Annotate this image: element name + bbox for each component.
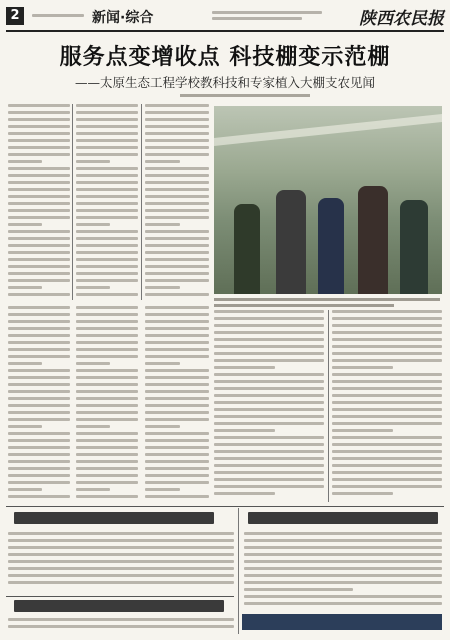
text-line-placeholder [8, 376, 70, 379]
text-line-placeholder [8, 467, 70, 470]
text-line-placeholder [76, 460, 138, 463]
text-line-placeholder [8, 425, 42, 428]
text-line-placeholder [145, 146, 209, 149]
text-line-placeholder [76, 230, 138, 233]
text-line-placeholder [76, 153, 138, 156]
text-line-placeholder [214, 464, 324, 467]
lead-body-col-2 [76, 104, 138, 300]
lead-body-col-5 [332, 310, 442, 502]
text-line-placeholder [76, 181, 138, 184]
text-line-placeholder [76, 118, 138, 121]
article-4-headline-unreadable [14, 600, 224, 614]
text-line-placeholder [8, 532, 234, 535]
text-line-placeholder [145, 160, 180, 163]
article-2-body [8, 532, 234, 592]
column-divider [141, 104, 142, 300]
text-line-placeholder [332, 352, 442, 355]
text-line-placeholder [8, 195, 70, 198]
text-line-placeholder [214, 387, 324, 390]
text-line-placeholder [332, 373, 442, 376]
text-line-placeholder [145, 313, 209, 316]
text-line-placeholder [76, 467, 138, 470]
text-line-placeholder [214, 478, 324, 481]
footer-banner [242, 614, 442, 630]
text-line-placeholder [214, 310, 324, 313]
text-line-placeholder [8, 404, 70, 407]
text-line-placeholder [214, 366, 275, 369]
text-line-placeholder [332, 485, 442, 488]
text-line-placeholder [8, 202, 70, 205]
text-line-placeholder [76, 425, 110, 428]
text-line-placeholder [332, 478, 442, 481]
text-line-placeholder [8, 293, 70, 296]
text-line-placeholder [145, 223, 180, 226]
text-line-placeholder [332, 387, 442, 390]
text-line-placeholder [332, 464, 442, 467]
text-line-placeholder [145, 139, 209, 142]
text-line-placeholder [76, 174, 138, 177]
text-line-placeholder [76, 258, 138, 261]
text-line-placeholder [8, 560, 234, 563]
text-line-placeholder [76, 376, 138, 379]
text-line-placeholder [332, 380, 442, 383]
text-line-placeholder [145, 265, 209, 268]
text-line-placeholder [8, 397, 70, 400]
text-line-placeholder [8, 216, 70, 219]
text-line-placeholder [244, 539, 442, 542]
text-line-placeholder [145, 369, 209, 372]
text-line-placeholder [76, 244, 138, 247]
text-line-placeholder [145, 111, 209, 114]
text-line-placeholder [145, 104, 209, 107]
text-line-placeholder [145, 251, 209, 254]
text-line-placeholder [76, 293, 138, 296]
text-line-placeholder [8, 369, 70, 372]
lead-byline-unreadable [180, 92, 310, 98]
text-line-placeholder [76, 341, 138, 344]
text-line-placeholder [145, 258, 209, 261]
text-line-placeholder [8, 327, 70, 330]
text-line-placeholder [214, 408, 324, 411]
text-line-placeholder [214, 345, 324, 348]
text-line-placeholder [332, 345, 442, 348]
text-line-placeholder [332, 324, 442, 327]
text-line-placeholder [145, 216, 209, 219]
lead-body-col-1b [8, 306, 70, 502]
text-line-placeholder [76, 327, 138, 330]
text-line-placeholder [8, 495, 70, 498]
text-line-placeholder [332, 436, 442, 439]
text-line-placeholder [8, 125, 70, 128]
lead-body-col-3b [145, 306, 209, 502]
text-line-placeholder [145, 279, 209, 282]
lead-body-col-3 [145, 104, 209, 300]
text-line-placeholder [214, 352, 324, 355]
column-divider [328, 310, 329, 502]
text-line-placeholder [214, 331, 324, 334]
text-line-placeholder [244, 553, 442, 556]
text-line-placeholder [8, 320, 70, 323]
text-line-placeholder [8, 574, 234, 577]
text-line-placeholder [8, 581, 234, 584]
text-line-placeholder [244, 567, 442, 570]
column-divider [72, 104, 73, 300]
text-line-placeholder [332, 338, 442, 341]
text-line-placeholder [76, 404, 138, 407]
text-line-placeholder [76, 202, 138, 205]
lead-subheadline: ——太原生态工程学校教科技和专家植入大棚支农见闻 [74, 75, 375, 90]
text-line-placeholder [8, 223, 42, 226]
text-line-placeholder [8, 230, 70, 233]
text-line-placeholder [145, 327, 209, 330]
text-line-placeholder [332, 422, 442, 425]
text-line-placeholder [145, 293, 209, 296]
text-line-placeholder [145, 153, 209, 156]
text-line-placeholder [8, 153, 70, 156]
text-line-placeholder [145, 418, 209, 421]
text-line-placeholder [332, 415, 442, 418]
text-line-placeholder [76, 495, 138, 498]
text-line-placeholder [8, 355, 70, 358]
text-line-placeholder [76, 474, 138, 477]
text-line-placeholder [76, 160, 110, 163]
text-line-placeholder [145, 383, 209, 386]
text-line-placeholder [76, 265, 138, 268]
text-line-placeholder [244, 595, 442, 598]
text-line-placeholder [76, 132, 138, 135]
text-line-placeholder [76, 272, 138, 275]
text-line-placeholder [76, 216, 138, 219]
lead-body-col-4 [214, 310, 324, 502]
text-line-placeholder [145, 125, 209, 128]
text-line-placeholder [8, 546, 234, 549]
text-line-placeholder [76, 167, 138, 170]
section-tag: 新闻·综合 [92, 10, 154, 26]
text-line-placeholder [214, 450, 324, 453]
text-line-placeholder [145, 230, 209, 233]
text-line-placeholder [145, 167, 209, 170]
text-line-placeholder [76, 418, 138, 421]
text-line-placeholder [76, 446, 138, 449]
text-line-placeholder [145, 467, 209, 470]
text-line-placeholder [76, 481, 138, 484]
text-line-placeholder [76, 320, 138, 323]
text-line-placeholder [145, 474, 209, 477]
text-line-placeholder [332, 429, 393, 432]
text-line-placeholder [76, 251, 138, 254]
text-line-placeholder [8, 306, 70, 309]
lead-body-col-2b [76, 306, 138, 502]
text-line-placeholder [145, 181, 209, 184]
article-4-body [8, 618, 234, 638]
text-line-placeholder [76, 334, 138, 337]
text-line-placeholder [8, 341, 70, 344]
text-line-placeholder [332, 408, 442, 411]
text-line-placeholder [244, 546, 442, 549]
masthead [6, 4, 444, 32]
text-line-placeholder [332, 366, 393, 369]
text-line-placeholder [145, 376, 209, 379]
text-line-placeholder [145, 237, 209, 240]
text-line-placeholder [76, 313, 138, 316]
text-line-placeholder [76, 362, 110, 365]
text-line-placeholder [76, 411, 138, 414]
text-line-placeholder [8, 174, 70, 177]
text-line-placeholder [76, 348, 138, 351]
text-line-placeholder [8, 258, 70, 261]
text-line-placeholder [8, 481, 70, 484]
text-line-placeholder [76, 397, 138, 400]
text-line-placeholder [244, 581, 442, 584]
text-line-placeholder [8, 167, 70, 170]
text-line-placeholder [145, 306, 209, 309]
text-line-placeholder [8, 488, 42, 491]
text-line-placeholder [8, 625, 234, 628]
text-line-placeholder [76, 139, 138, 142]
text-line-placeholder [76, 453, 138, 456]
text-line-placeholder [145, 348, 209, 351]
text-line-placeholder [76, 104, 138, 107]
text-line-placeholder [214, 317, 324, 320]
text-line-placeholder [214, 359, 324, 362]
text-line-placeholder [8, 348, 70, 351]
text-line-placeholder [145, 446, 209, 449]
text-line-placeholder [8, 618, 234, 621]
text-line-placeholder [332, 394, 442, 397]
text-line-placeholder [8, 272, 70, 275]
text-line-placeholder [332, 471, 442, 474]
text-line-placeholder [8, 446, 70, 449]
text-line-placeholder [332, 310, 442, 313]
text-line-placeholder [145, 355, 209, 358]
text-line-placeholder [76, 111, 138, 114]
text-line-placeholder [8, 453, 70, 456]
text-line-placeholder [76, 237, 138, 240]
text-line-placeholder [145, 244, 209, 247]
text-line-placeholder [8, 118, 70, 121]
text-line-placeholder [8, 390, 70, 393]
text-line-placeholder [76, 439, 138, 442]
text-line-placeholder [145, 202, 209, 205]
text-line-placeholder [145, 460, 209, 463]
text-line-placeholder [8, 411, 70, 414]
text-line-placeholder [8, 209, 70, 212]
text-line-placeholder [214, 373, 324, 376]
text-line-placeholder [8, 265, 70, 268]
issue-date-unreadable [32, 8, 84, 24]
text-line-placeholder [145, 272, 209, 275]
text-line-placeholder [76, 146, 138, 149]
text-line-placeholder [332, 443, 442, 446]
text-line-placeholder [76, 432, 138, 435]
text-line-placeholder [145, 118, 209, 121]
text-line-placeholder [145, 495, 209, 498]
text-line-placeholder [8, 279, 70, 282]
text-line-placeholder [8, 539, 234, 542]
text-line-placeholder [145, 488, 180, 491]
text-line-placeholder [145, 432, 209, 435]
text-line-placeholder [8, 439, 70, 442]
text-line-placeholder [8, 181, 70, 184]
text-line-placeholder [76, 286, 110, 289]
text-line-placeholder [214, 471, 324, 474]
text-line-placeholder [145, 425, 180, 428]
photo-caption-unreadable [214, 298, 442, 310]
text-line-placeholder [214, 422, 324, 425]
text-line-placeholder [332, 331, 442, 334]
text-line-placeholder [145, 439, 209, 442]
text-line-placeholder [145, 453, 209, 456]
text-line-placeholder [145, 397, 209, 400]
article-3-headline-unreadable [248, 512, 438, 526]
text-line-placeholder [8, 474, 70, 477]
text-line-placeholder [8, 160, 42, 163]
text-line-placeholder [214, 457, 324, 460]
text-line-placeholder [145, 481, 209, 484]
text-line-placeholder [8, 237, 70, 240]
text-line-placeholder [145, 195, 209, 198]
text-line-placeholder [214, 436, 324, 439]
text-line-placeholder [145, 320, 209, 323]
text-line-placeholder [8, 244, 70, 247]
text-line-placeholder [8, 251, 70, 254]
text-line-placeholder [76, 369, 138, 372]
paper-title: 陕西农民报 [359, 9, 444, 29]
text-line-placeholder [214, 324, 324, 327]
text-line-placeholder [145, 286, 180, 289]
text-line-placeholder [8, 553, 234, 556]
text-line-placeholder [214, 380, 324, 383]
lead-headline: 服务点变增收点 科技棚变示范棚 [59, 45, 391, 70]
text-line-placeholder [8, 188, 70, 191]
text-line-placeholder [76, 306, 138, 309]
text-line-placeholder [244, 560, 442, 563]
text-line-placeholder [214, 485, 324, 488]
text-line-placeholder [76, 125, 138, 128]
lead-body-col-1 [8, 104, 70, 300]
text-line-placeholder [8, 104, 70, 107]
lead-photo [214, 106, 442, 294]
text-line-placeholder [8, 432, 70, 435]
text-line-placeholder [332, 457, 442, 460]
text-line-placeholder [8, 362, 42, 365]
text-line-placeholder [8, 139, 70, 142]
text-line-placeholder [214, 338, 324, 341]
text-line-placeholder [214, 394, 324, 397]
text-line-placeholder [244, 588, 353, 591]
column-divider [238, 508, 239, 634]
section-divider [6, 596, 234, 597]
text-line-placeholder [145, 188, 209, 191]
section-divider [6, 506, 444, 507]
text-line-placeholder [76, 383, 138, 386]
text-line-placeholder [145, 132, 209, 135]
text-line-placeholder [76, 195, 138, 198]
text-line-placeholder [8, 383, 70, 386]
page-number: 2 [6, 7, 24, 25]
text-line-placeholder [332, 317, 442, 320]
text-line-placeholder [332, 492, 393, 495]
text-line-placeholder [8, 286, 42, 289]
text-line-placeholder [76, 209, 138, 212]
text-line-placeholder [76, 488, 110, 491]
text-line-placeholder [8, 418, 70, 421]
editor-credits-unreadable [212, 8, 332, 24]
text-line-placeholder [214, 443, 324, 446]
article-3-body [244, 532, 442, 610]
text-line-placeholder [76, 223, 110, 226]
text-line-placeholder [214, 429, 275, 432]
article-2-headline-unreadable [14, 512, 214, 526]
text-line-placeholder [332, 359, 442, 362]
text-line-placeholder [145, 341, 209, 344]
text-line-placeholder [244, 602, 442, 605]
text-line-placeholder [8, 111, 70, 114]
text-line-placeholder [145, 362, 180, 365]
text-line-placeholder [214, 492, 275, 495]
text-line-placeholder [76, 188, 138, 191]
text-line-placeholder [8, 460, 70, 463]
text-line-placeholder [76, 355, 138, 358]
text-line-placeholder [145, 209, 209, 212]
text-line-placeholder [332, 450, 442, 453]
text-line-placeholder [244, 532, 442, 535]
text-line-placeholder [8, 313, 70, 316]
text-line-placeholder [214, 401, 324, 404]
text-line-placeholder [8, 132, 70, 135]
text-line-placeholder [145, 404, 209, 407]
text-line-placeholder [8, 567, 234, 570]
text-line-placeholder [76, 390, 138, 393]
text-line-placeholder [145, 174, 209, 177]
text-line-placeholder [145, 390, 209, 393]
text-line-placeholder [214, 415, 324, 418]
text-line-placeholder [244, 574, 442, 577]
text-line-placeholder [76, 279, 138, 282]
text-line-placeholder [145, 411, 209, 414]
text-line-placeholder [8, 146, 70, 149]
text-line-placeholder [145, 334, 209, 337]
text-line-placeholder [332, 401, 442, 404]
text-line-placeholder [8, 334, 70, 337]
